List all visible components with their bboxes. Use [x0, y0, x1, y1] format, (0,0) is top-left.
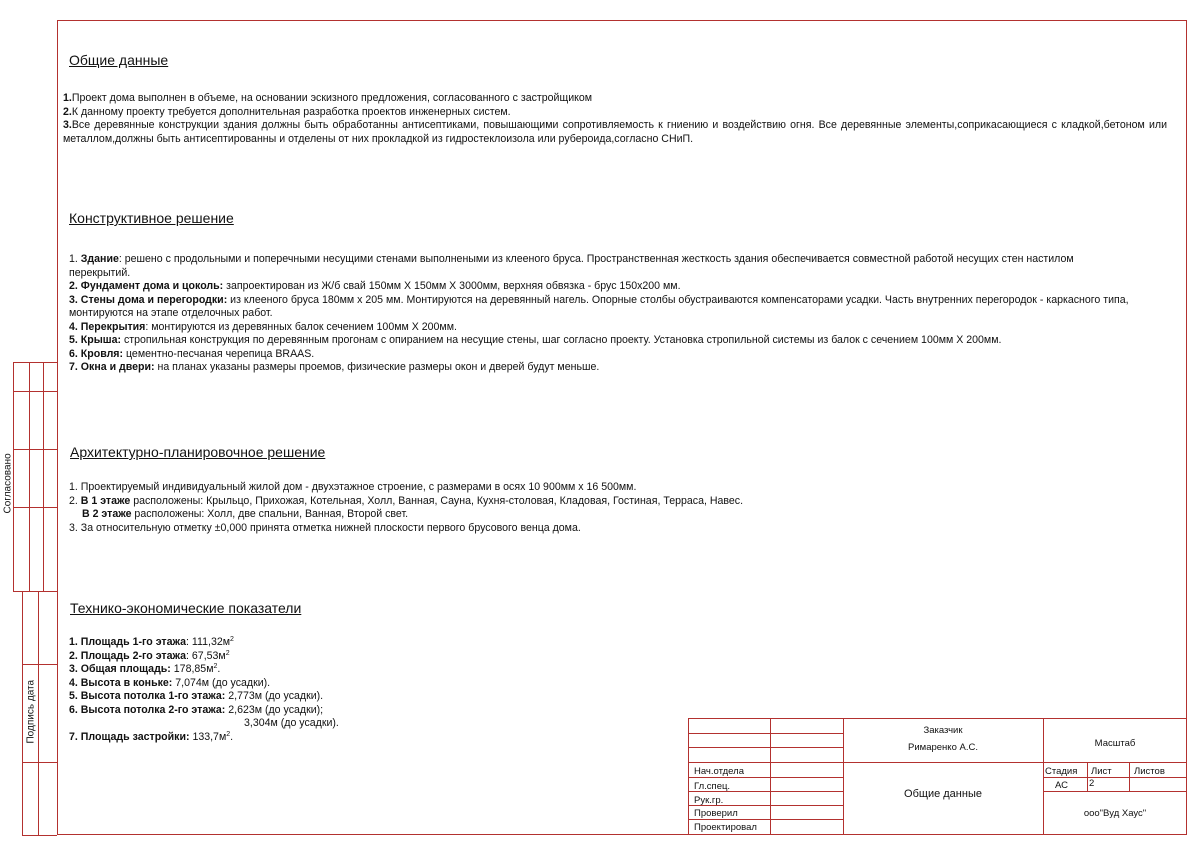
stage-label: Стадия: [1045, 766, 1078, 777]
general-item-1: 1.Проект дома выполнен в объеме, на основании эскизного предложения, согласованного с застройщиком: [63, 92, 593, 104]
sheets-label: Листов: [1134, 766, 1165, 777]
architecture-item-2b: В 2 этаже расположены: Холл, две спальни, Ванная, Второй свет.: [82, 508, 409, 520]
general-item-2: 2.К данному проекту требуется дополнительная разработка проектов инженерных систем.: [63, 105, 511, 118]
architecture-item-1: 1. Проектируемый индивидуальный жилой дом - двухэтажное строение, с размерами в осях 10 900мм х 16 500мм.: [69, 481, 637, 493]
construction-item-3: 3. Стены дома и перегородки: из клееного бруса 180мм х 205 мм. Монтируются на деревянный нагель. Опорные столбы обустраиваются компенсаторами усадки. Часть внутренних перегородок - каркасного типа, монтируются на этапе отделочных работ.: [69, 293, 1129, 319]
agreed-label: Согласовано: [2, 453, 14, 514]
construction-item-7: 7. Окна и двери: на планах указаны размеры проемов, физические размеры окон и дверей будут меньше.: [69, 361, 600, 373]
scale-label: Масштаб: [1094, 738, 1136, 749]
indicator-5: 5. Высота потолка 1-го этажа: 2,773м (до усадки).: [69, 690, 324, 702]
sheet-title: Общие данные: [904, 788, 982, 800]
indicator-3: 3. Общая площадь: $178,85м^2$.: [69, 663, 221, 675]
section-title-indicators: Технико-экономические показатели: [70, 600, 302, 616]
stage-value: АС: [1055, 780, 1068, 791]
construction-list: [69, 253, 1129, 375]
general-item-3: 3.Все деревянные конструкции здания должны быть обработанны антисептиками, повышающими сопротивляемость к гниению и воздействию огня. Все деревянные элементы,соприкасающиеся с кладкой,бетоном или металлом,должны быть антисептированны и отделены от них прокладкой из гидростеклоизола или рубероида,согласно СНиП.: [63, 119, 1167, 145]
role-head-of-department: Нач.отдела: [694, 766, 744, 777]
role-designed: Проектировал: [694, 822, 757, 833]
customer-name: Римаренко А.С.: [908, 742, 978, 753]
section-title-construction: Конструктивное решение: [69, 210, 234, 226]
construction-item-2: 2. Фундамент дома и цоколь: запроектирован из Ж/б свай 150мм Х 150мм Х 3000мм, верхняя обвязка - брус 150х200 мм.: [69, 280, 681, 292]
indicators-list: [69, 636, 469, 744]
general-list: [63, 92, 1167, 146]
indicator-2: 2. Площадь 2-го этажа: $67,53м^2$: [69, 649, 230, 662]
sheet-label: Лист: [1091, 766, 1112, 777]
role-chief-specialist: Гл.спец.: [694, 781, 731, 792]
construction-item-5: 5. Крыша: стропильная конструкция по деревянным прогонам с опиранием на несущие стены, шаг согласно проекту. Установка стропильной системы из балок с сечением 100мм Х 200мм.: [69, 334, 1002, 346]
signature-date-label: Подпись дата: [25, 679, 37, 744]
architecture-list: [69, 481, 1129, 535]
section-title-architecture: Архитектурно-планировочное решение: [70, 444, 326, 460]
construction-item-1: 1. Здание: решено с продольными и поперечными несущими стенами выполнеными из клееного бруса. Пространственная жесткость здания обеспечивается совместной работой несущих стен настилом перекрытий.: [69, 253, 1074, 279]
architecture-item-3: 3. За относительную отметку ±0,000 принята отметка нижней плоскости первого брусового венца дома.: [69, 521, 581, 534]
company-name: ооо"Вуд Хаус": [1083, 808, 1147, 819]
sheet-value: 2: [1089, 778, 1095, 789]
construction-item-6: 6. Кровля: цементно-песчаная черепица BRAAS.: [69, 347, 315, 360]
indicator-1: 1. Площадь 1-го этажа: $111,32м^2$: [69, 636, 234, 648]
indicator-6: 6. Высота потолка 2-го этажа: 2,623м (до усадки);: [69, 703, 324, 716]
indicator-6-second: 3,304м (до усадки).: [244, 717, 339, 729]
section-title-general: Общие данные: [69, 52, 169, 68]
architecture-item-2: 2. В 1 этаже расположены: Крыльцо, Прихожая, Котельная, Холл, Ванная, Сауна, Кухня-столовая, Кладовая, Гостиная, Терраса, Навес.: [69, 494, 744, 507]
indicator-4: 4. Высота в коньке: 7,074м (до усадки).: [69, 676, 271, 689]
construction-item-4: 4. Перекрытия: монтируются из деревянных балок сечением 100мм Х 200мм.: [69, 320, 457, 333]
role-checked: Проверил: [694, 808, 738, 819]
role-group-lead: Рук.гр.: [694, 795, 724, 806]
indicator-7: 7. Площадь застройки: $133,7м^2$.: [69, 730, 234, 743]
customer-label: Заказчик: [923, 725, 963, 736]
